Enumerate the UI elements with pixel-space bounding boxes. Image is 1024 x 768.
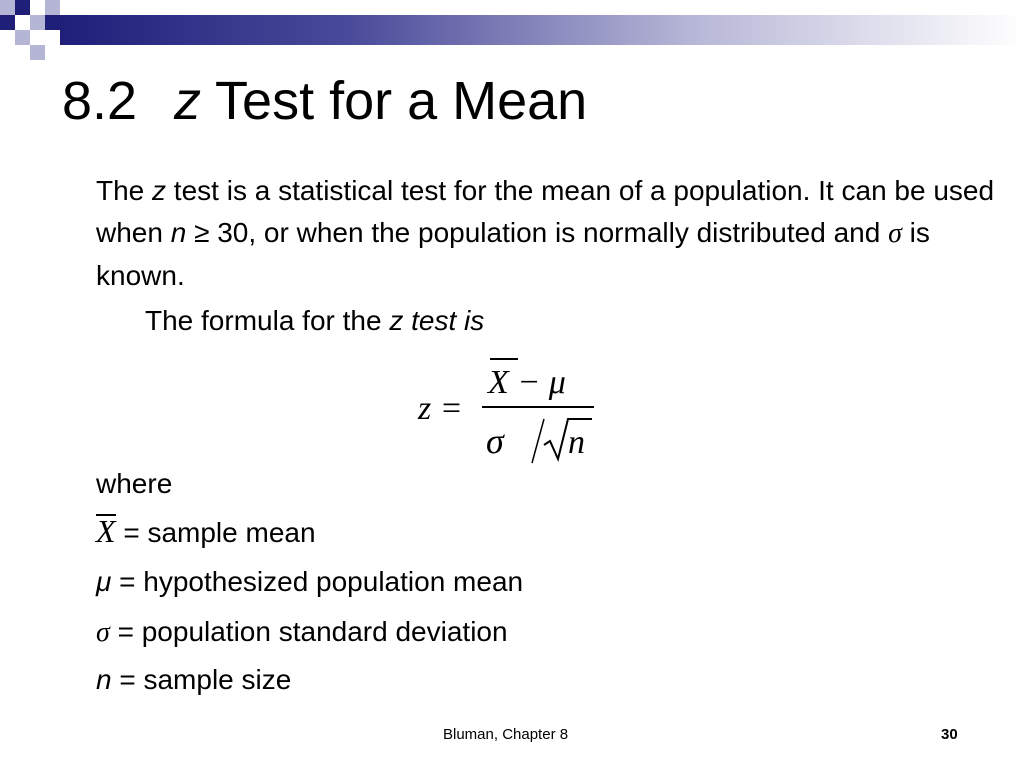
definition-sample-mean [96,514,316,551]
symbol-mu: μ [96,566,112,597]
formula-denominator-n: n [568,424,585,461]
division-slash [532,419,544,463]
formula-intro [145,303,484,339]
definition-mu [96,564,523,600]
z-test-formula [410,355,610,465]
symbol-sigma: σ [96,617,110,648]
deco-square [30,15,45,30]
deco-square [0,0,15,15]
formula-intro-text: The formula for the [145,305,390,336]
section-number: 8.2 [62,71,138,131]
deco-square [30,45,45,60]
formula-intro-italic: z test is [389,305,485,336]
deco-square [45,15,60,30]
definition-n [96,662,291,698]
intro-text: is known. [96,217,930,291]
title-z: z [174,71,201,131]
intro-text: The [96,175,153,206]
definition-text: = population standard deviation [109,616,508,647]
intro-z: z [152,175,167,206]
intro-paragraph [96,170,996,297]
formula-denominator-sigma: σ [486,421,504,461]
symbol-n: n [96,664,112,695]
where-label: where [96,468,173,499]
page-number: 30 [941,726,958,743]
intro-text: test is a statistical test for the mean of a population. It can be used when [96,175,995,248]
footer-source: Bluman, Chapter 8 [443,726,569,743]
intro-sigma: σ [888,218,902,249]
title-text: Test for a Mean [215,71,588,131]
deco-square [15,0,30,15]
slide-title [62,70,587,132]
formula-numerator: X − μ [488,364,566,401]
intro-n: n [170,217,187,248]
deco-square [15,30,30,45]
definition-sigma [96,614,508,651]
header-gradient-bar [60,15,1024,45]
deco-square [0,15,15,30]
intro-text: ≥ 30, or when the population is normally distributed and [186,217,889,248]
deco-square [45,0,60,15]
symbol-xbar: X [96,513,116,549]
formula-lhs: z = [418,390,463,427]
definition-text: = sample size [111,664,292,695]
definition-text: = sample mean [115,517,316,548]
definition-text: = hypothesized population mean [111,566,524,597]
